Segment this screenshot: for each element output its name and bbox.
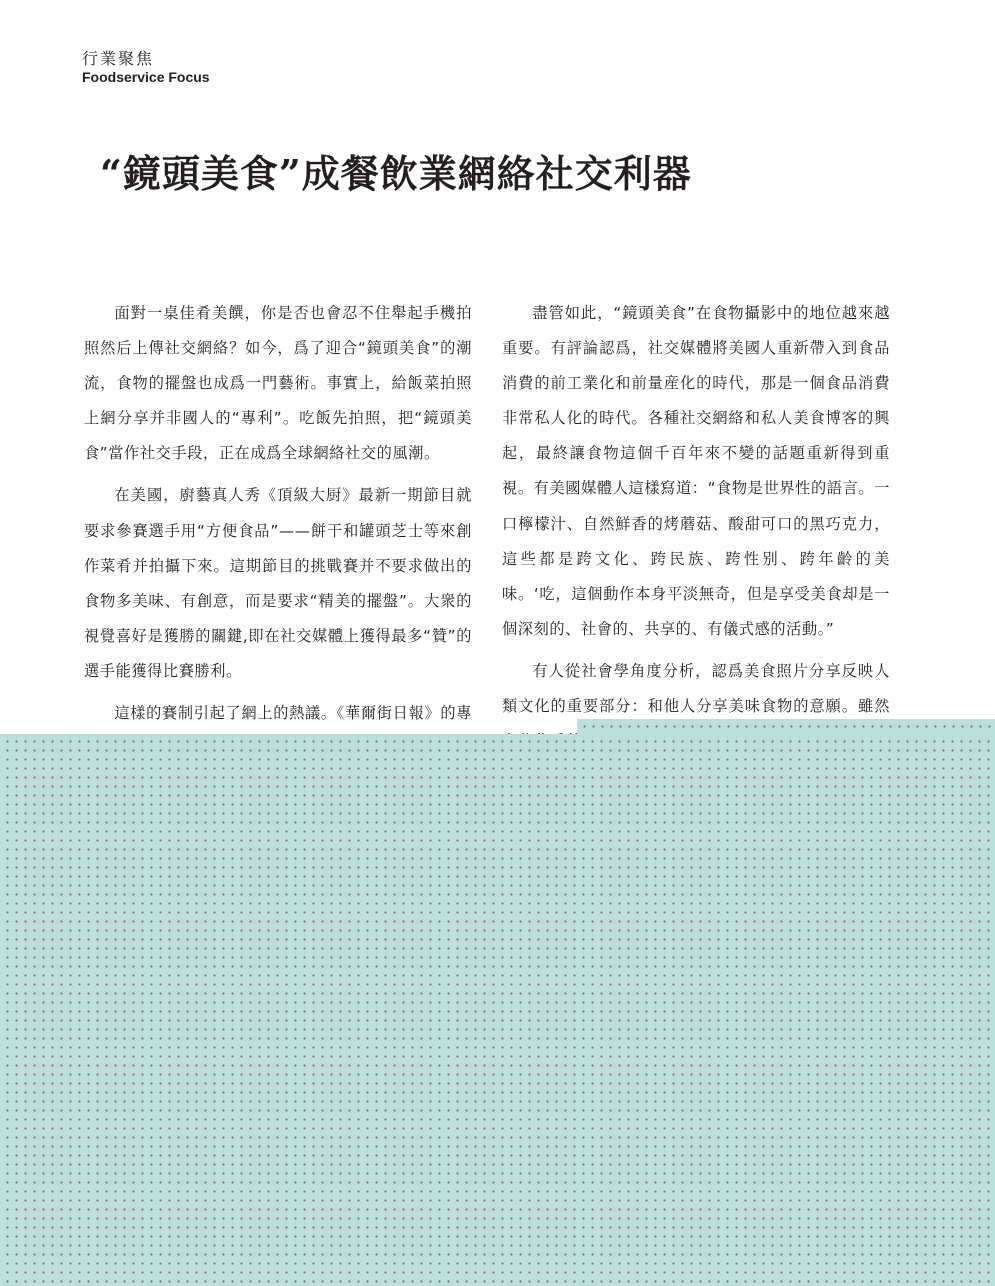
paragraph: 有人從社會學角度分析，認爲美食照片分享反映人類文化的重要部分：和他人分享美味食物的意願。雖然 [502,661,890,716]
section-label-english: Foodservice Focus [82,69,210,86]
paragraph: 面對一桌佳肴美饌，你是否也會忍不住舉起手機拍照然后上傳社交網絡？如今，爲了迎合“鏡頭美食”的潮流，食物的擺盤也成爲一門藝術。事實上，給飯菜拍照上網分享并非國人的“專利”。吃飯先拍照，把“鏡頭美食”當作社交手段，正在成爲全球網絡社交的風潮。 [84,304,472,463]
section-header [82,50,210,85]
article-headline: “鏡頭美食”成餐飲業網絡社交利器 [100,151,692,196]
paragraph: 這樣的賽制引起了網上的熱議。《華爾街日報》的專 [114,704,472,723]
paragraph: 盡管如此，“鏡頭美食”在食物攝影中的地位越來越重要。有評論認爲，社交媒體將美國人重新帶入到食品消費的前工業化和前量産化的時代，那是一個食品消費非常私人化的時代。各種社交網絡和私人美食博客的興起，最終讓食物這個千百年來不變的話題重新得到重視。有美國媒體人這樣寫道：“食物是世界性的語言。一口檸檬汁、自然鮮香的烤蘑菇、酸甜可口的黑巧克力，這些都是跨文化、跨民族、跨性别、跨年齡的美味。‘吃，這個動作本身平淡無奇，但是享受美食却是一個深刻的、社會的、共享的、有儀式感的活動。” [502,304,890,638]
dotted-overlay [0,734,995,1286]
paragraph: 在美國，廚藝真人秀《頂級大厨》最新一期節目就要求參賽選手用“方便食品”——餅干和罐頭芝士等來創作菜肴并拍攝下來。這期節目的挑戰賽并不要求做出的食物多美味、有創意，而是要求“精美的擺盤”。大衆的視覺喜好是獲勝的關鍵,即在社交媒體上獲得最多“贊”的選手能獲得比賽勝利。 [84,486,472,680]
section-label-chinese: 行業聚焦 [82,49,155,68]
dotted-overlay-tab [577,719,995,735]
